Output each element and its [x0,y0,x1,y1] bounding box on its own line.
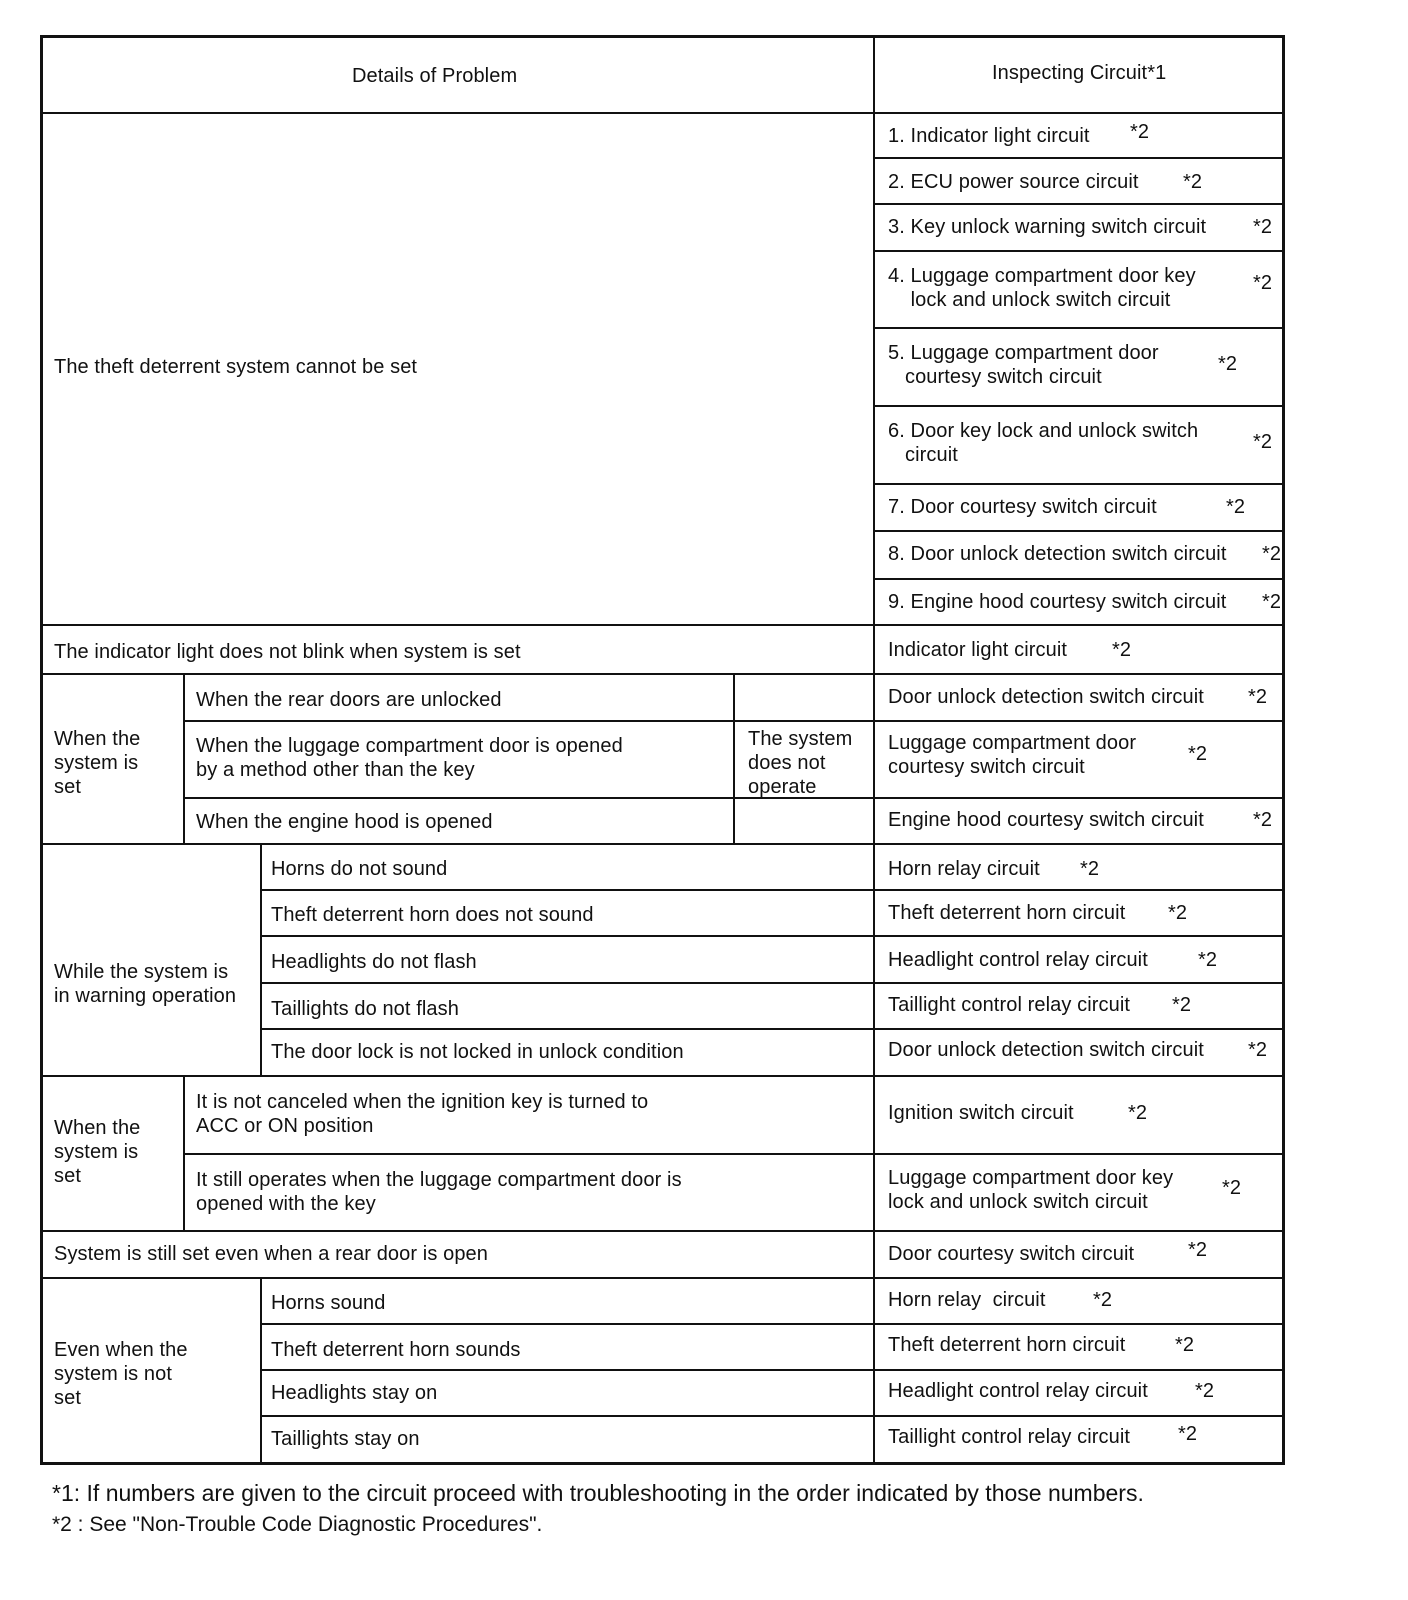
mark-2: *2 [1222,1177,1242,1199]
detail-item: It still operates when the luggage compartment door is opened with the key [196,1169,682,1215]
row-line [260,1323,1285,1325]
row-line [873,157,1285,159]
header-inspecting: Inspecting Circuit*1 [992,62,1167,84]
mark-2: *2 [1262,543,1282,565]
mark-2: *2 [1195,1380,1215,1402]
condition-system-set: When the system is set [54,1117,141,1187]
mark-2: *2 [1226,496,1246,518]
mark-2: *2 [1248,686,1268,708]
row-line [40,1277,1285,1279]
mark-2: *2 [1253,272,1273,294]
mark-2: *2 [1112,639,1132,661]
mark-2: *2 [1178,1423,1198,1445]
condition-not-set: Even when the system is not set [54,1339,188,1409]
circuit-item: Headlight control relay circuit [888,1380,1148,1402]
problem-rear-door: System is still set even when a rear door is open [54,1243,488,1265]
circuit-item: 2. ECU power source circuit [888,171,1139,193]
circuit-item: Theft deterrent horn circuit [888,902,1126,924]
row-line [873,483,1285,485]
circuit-item: Luggage compartment door courtesy switch circuit [888,732,1137,778]
detail-item: Theft deterrent horn sounds [271,1339,521,1361]
detail-item: Taillights stay on [271,1428,420,1450]
circuit-item: Horn relay circuit [888,1289,1046,1311]
detail-item: Headlights stay on [271,1382,438,1404]
detail-item: When the luggage compartment door is opened by a method other than the key [196,735,623,781]
detail-item: The door lock is not locked in unlock condition [271,1041,684,1063]
condition-system-set: When the system is set [54,728,141,798]
row-line [873,327,1285,329]
mark-2: *2 [1198,949,1218,971]
detail-item: Taillights do not flash [271,998,459,1020]
mark-2: *2 [1128,1102,1148,1124]
mark-2: *2 [1183,171,1203,193]
row-line [40,624,1285,626]
row-line [873,250,1285,252]
circuit-item: 8. Door unlock detection switch circuit [888,543,1227,565]
detail-item: When the engine hood is opened [196,811,493,833]
circuit-item: Horn relay circuit [888,858,1040,880]
row-line [260,889,1285,891]
mark-2: *2 [1262,591,1282,613]
footnote-1: *1: If numbers are given to the circuit proceed with troubleshooting in the order indicated by those numbers. [52,1480,1144,1506]
row-line [40,1230,1285,1232]
row-line [40,843,1285,845]
row-line [873,720,1285,722]
circuit-item: Taillight control relay circuit [888,994,1131,1016]
circuit-item: Taillight control relay circuit [888,1426,1131,1448]
row-line [183,797,1285,799]
circuit-item: 6. Door key lock and unlock switch circuit [888,420,1199,466]
mark-2: *2 [1188,743,1208,765]
row-line [873,405,1285,407]
column-divider [733,673,735,843]
circuit-item: Door courtesy switch circuit [888,1243,1135,1265]
mark-2: *2 [1172,994,1192,1016]
circuit-item: Headlight control relay circuit [888,949,1148,971]
circuit-item: 3. Key unlock warning switch circuit [888,216,1207,238]
problem-indicator: The indicator light does not blink when system is set [54,641,521,663]
circuit-item: 7. Door courtesy switch circuit [888,496,1157,518]
result-not-operate: The system does not operate [748,728,853,798]
circuit-item: Indicator light circuit [888,639,1068,661]
circuit-item: 4. Luggage compartment door key lock and unlock switch circuit [888,265,1196,311]
row-line [873,203,1285,205]
mark-2: *2 [1188,1239,1208,1261]
detail-item: Horns sound [271,1292,386,1314]
mark-2: *2 [1130,121,1150,143]
row-line [260,935,1285,937]
circuit-item: Theft deterrent horn circuit [888,1334,1126,1356]
row-line [40,112,1285,114]
circuit-item: 1. Indicator light circuit [888,125,1090,147]
mark-2: *2 [1168,902,1188,924]
column-divider [260,1277,262,1465]
row-line [260,1415,1285,1417]
row-line [260,982,1285,984]
detail-item: Horns do not sound [271,858,448,880]
detail-item: It is not canceled when the ignition key is turned to ACC or ON position [196,1091,649,1137]
circuit-item: Ignition switch circuit [888,1102,1074,1124]
row-line [183,1153,1285,1155]
row-line [873,578,1285,580]
mark-2: *2 [1175,1334,1195,1356]
detail-item: Headlights do not flash [271,951,477,973]
footnote-2: *2 : See "Non-Trouble Code Diagnostic Procedures". [52,1513,543,1536]
header-details: Details of Problem [352,65,518,87]
row-line [40,673,1285,675]
circuit-item: Luggage compartment door key lock and unlock switch circuit [888,1167,1174,1213]
mark-2: *2 [1080,858,1100,880]
circuit-item: Door unlock detection switch circuit [888,686,1204,708]
circuit-item: 5. Luggage compartment door courtesy switch circuit [888,342,1159,388]
detail-item: Theft deterrent horn does not sound [271,904,594,926]
mark-2: *2 [1248,1039,1268,1061]
mark-2: *2 [1253,809,1273,831]
column-divider [183,673,185,843]
mark-2: *2 [1253,431,1273,453]
circuit-item: 9. Engine hood courtesy switch circuit [888,591,1227,613]
condition-warning: While the system is in warning operation [54,961,237,1007]
circuit-item: Engine hood courtesy switch circuit [888,809,1204,831]
problem-cannot-set: The theft deterrent system cannot be set [54,356,418,378]
mark-2: *2 [1253,216,1273,238]
row-line [260,1028,1285,1030]
mark-2: *2 [1218,353,1238,375]
mark-2: *2 [1093,1289,1113,1311]
circuit-item: Door unlock detection switch circuit [888,1039,1204,1061]
column-divider [260,843,262,1075]
row-line [40,1075,1285,1077]
detail-item: When the rear doors are unlocked [196,689,502,711]
row-line [873,530,1285,532]
row-line [260,1369,1285,1371]
